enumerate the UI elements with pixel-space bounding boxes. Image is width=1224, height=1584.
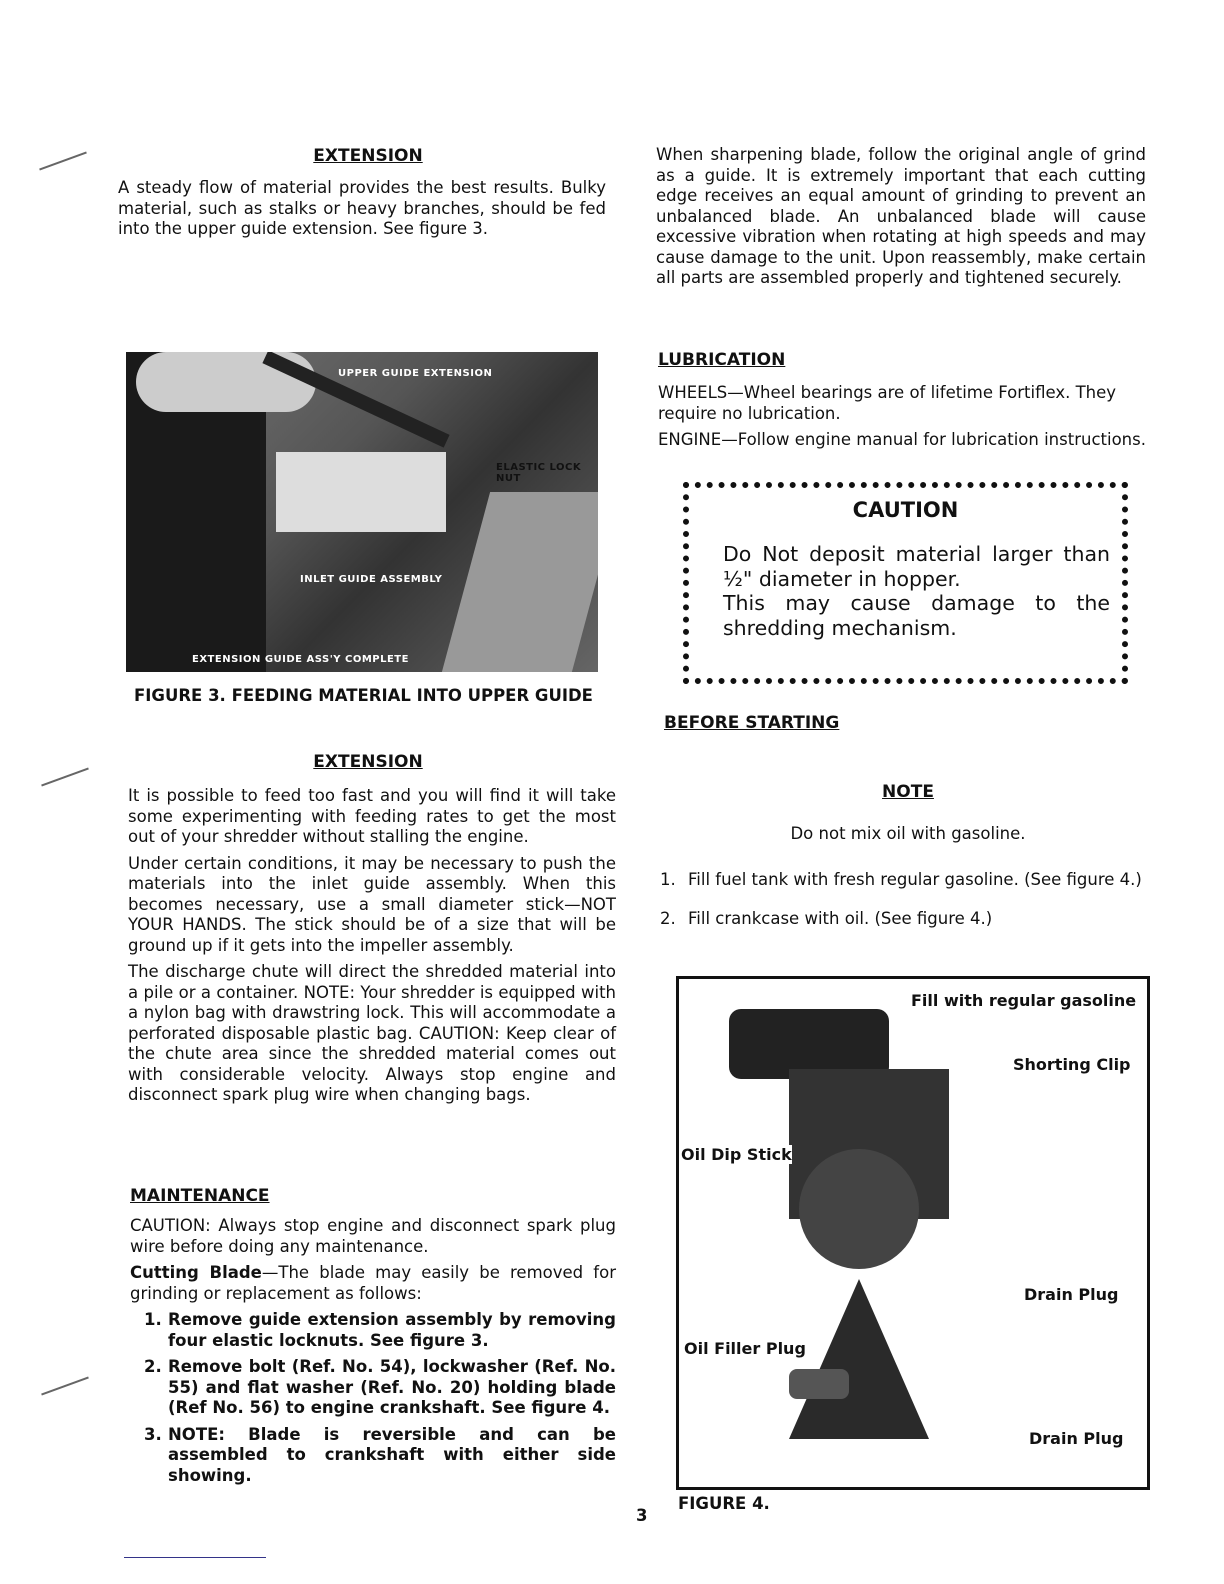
paragraph: Under certain conditions, it may be necessary to push the materials into the inlet guide assembly. When this becomes necessary, use a small diameter stick—NOT YOUR HANDS. The stick should be of a size that will be ground up if it gets into the impeller assembly. bbox=[128, 853, 616, 955]
caution-box bbox=[683, 482, 1128, 684]
label-elastic-lock-nut: ELASTIC LOCK NUT bbox=[496, 462, 582, 484]
step-number: 1. bbox=[144, 1310, 162, 1329]
maintenance-section bbox=[130, 1216, 616, 1492]
extension-heading: EXTENSION bbox=[313, 146, 423, 166]
sharpening-text: When sharpening blade, follow the original angle of grind as a guide. It is extremely important that each cutting edge receives an equal amount of grinding to prevent an unbalanced blade. An unbalanced blade will cause excessive vibration when rotating at high speeds and may cause damage to the unit. Upon reassembly, make certain all parts are assembled properly and tightened securely. bbox=[656, 145, 1146, 287]
crankshaft bbox=[789, 1369, 849, 1399]
extension-paragraphs bbox=[128, 786, 616, 1112]
step bbox=[130, 1425, 616, 1487]
before-starting-heading: BEFORE STARTING bbox=[664, 713, 840, 733]
note-text: Do not mix oil with gasoline. bbox=[790, 824, 1026, 843]
scan-mark bbox=[39, 152, 87, 171]
label-drain-plug-2: Drain Plug bbox=[1029, 1429, 1124, 1448]
caution-body bbox=[723, 542, 1110, 640]
step-text: Fill fuel tank with fresh regular gasoline. (See figure 4.) bbox=[688, 870, 1142, 889]
label-oil-filler-plug: Oil Filler Plug bbox=[684, 1339, 806, 1358]
scan-mark bbox=[41, 1377, 89, 1396]
step-number: 2. bbox=[144, 1357, 162, 1376]
label-fill-gasoline: Fill with regular gasoline bbox=[911, 991, 1137, 1010]
caution-title: CAUTION bbox=[852, 498, 959, 522]
engine-text: ENGINE—Follow engine manual for lubrication instructions. bbox=[658, 430, 1146, 449]
lubrication-heading: LUBRICATION bbox=[658, 350, 786, 370]
lubrication-section bbox=[658, 383, 1148, 457]
step bbox=[660, 909, 1146, 930]
engine-housing bbox=[799, 1149, 919, 1269]
divider bbox=[124, 1557, 266, 1558]
label-inlet-guide-assembly: INLET GUIDE ASSEMBLY bbox=[300, 574, 443, 585]
label-upper-guide-extension: UPPER GUIDE EXTENSION bbox=[338, 368, 493, 379]
step bbox=[660, 870, 1146, 891]
maintenance-heading: MAINTENANCE bbox=[130, 1186, 270, 1206]
before-starting-steps bbox=[660, 870, 1146, 935]
caution-line: Do Not deposit material larger than ½" diameter in hopper. bbox=[723, 542, 1110, 591]
cutting-blade-label: Cutting Blade bbox=[130, 1263, 262, 1282]
label-shorting-clip: Shorting Clip bbox=[1013, 1055, 1131, 1074]
paragraph: The discharge chute will direct the shredded material into a pile or a container. NOTE: Your shredder is equipped with a nylon bag with drawstring lock. This will accommodate a perforated disposable plastic bag. CAUTION: Keep clear of the chute area since the shredded material comes out with considerable velocity. Always stop engine and disconnect spark plug wire when changing bags. bbox=[128, 962, 616, 1104]
scan-mark bbox=[41, 768, 89, 787]
page-number: 3 bbox=[636, 1506, 648, 1525]
cutting-blade-desc: —The blade may easily be removed for grinding or replacement as follows: bbox=[130, 1263, 616, 1303]
label-drain-plug: Drain Plug bbox=[1024, 1285, 1119, 1304]
maintenance-caution: CAUTION: Always stop engine and disconnect spark plug wire before doing any maintenance. bbox=[130, 1216, 616, 1256]
cutting-blade-text bbox=[130, 1263, 616, 1304]
step bbox=[130, 1357, 616, 1419]
step-text: Fill crankcase with oil. (See figure 4.) bbox=[688, 908, 993, 928]
label-oil-dip-stick: Oil Dip Stick bbox=[681, 1145, 792, 1164]
step-text: NOTE: Blade is reversible and can be assembled to crankshaft with either side showing. bbox=[168, 1424, 616, 1485]
step-number: 3. bbox=[144, 1424, 162, 1444]
label-extension-guide-complete: EXTENSION GUIDE ASS'Y COMPLETE bbox=[192, 654, 409, 665]
extension-heading-2: EXTENSION bbox=[313, 752, 423, 772]
step-text: Remove bolt (Ref. No. 54), lockwasher (Ref. No. 55) and flat washer (Ref. No. 20) holding blade (Ref No. 56) to engine crankshaft. See figure 4. bbox=[168, 1357, 616, 1417]
step-number: 2. bbox=[660, 908, 676, 928]
caution-line: This may cause damage to the shredding mechanism. bbox=[723, 591, 1110, 640]
extension-text: A steady flow of material provides the best results. Bulky material, such as stalks or heavy branches, should be fed into the upper guide extension. See figure 3. bbox=[118, 178, 606, 238]
step-number: 1. bbox=[660, 870, 676, 889]
figure-3-caption: FIGURE 3. FEEDING MATERIAL INTO UPPER GUIDE bbox=[134, 686, 593, 705]
lower-housing bbox=[789, 1279, 929, 1439]
figure-4-caption: FIGURE 4. bbox=[678, 1494, 770, 1513]
step-text: Remove guide extension assembly by removing four elastic locknuts. See figure 3. bbox=[168, 1310, 616, 1350]
figure-3-photo bbox=[126, 352, 598, 672]
figure-4-engine-diagram bbox=[676, 976, 1150, 1490]
paragraph: It is possible to feed too fast and you will find it will take some experimenting with feeding rates to get the most out of your shredder without stalling the engine. bbox=[128, 786, 616, 846]
wheels-text: WHEELS—Wheel bearings are of lifetime Fortiflex. They require no lubrication. bbox=[658, 383, 1117, 423]
note-heading: NOTE bbox=[882, 782, 934, 802]
step bbox=[130, 1310, 616, 1351]
